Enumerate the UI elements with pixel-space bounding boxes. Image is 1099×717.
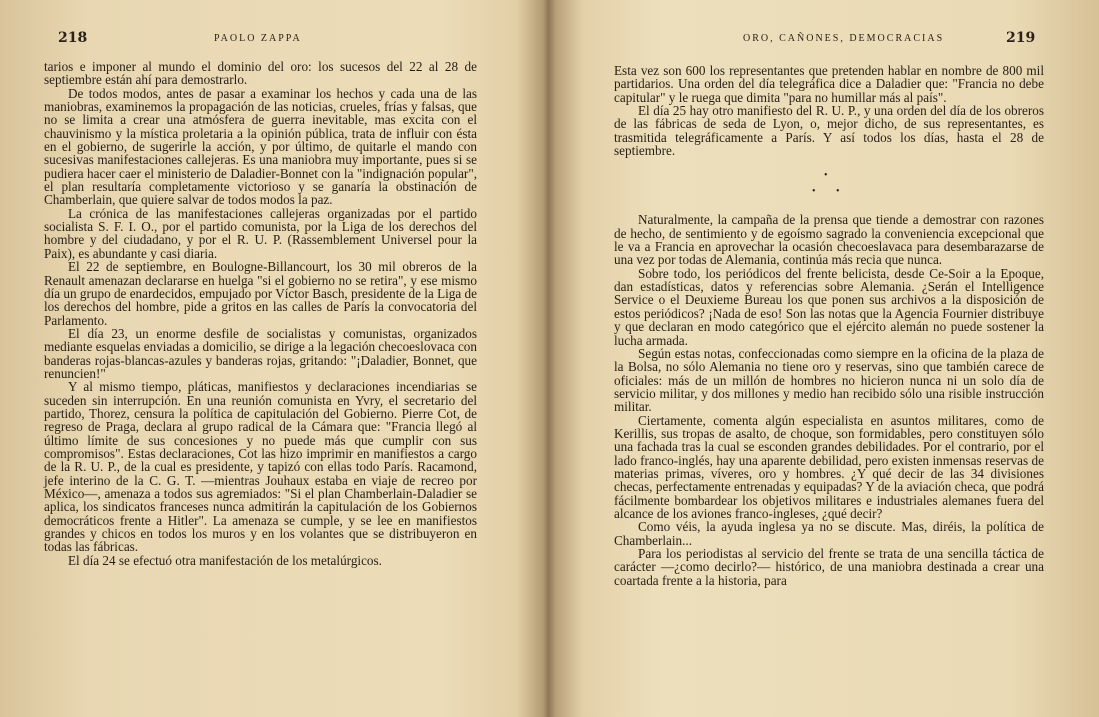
paragraph: Ciertamente, comenta algún especialista en asuntos militares, como de Kerillis, sus tropas de asalto, de choque, son formidables, pero constituyen sólo una fachada tras la cual se esconden grandes debilidades. Por el contrario, por el lado franco-inglés, hay una aparente debilidad, pero existen inmensas reservas de materias primas, víveres, oro y hombres. ¿Y qué decir de las 34 divisiones checas, perfectamente entrenadas y equipadas? Y de la aviación checa, que podrá fácilmente bombardear los objetivos militares e industriales alemanes fuera del alcance de los aviones franco-ingleses, ¿qué decir? [614, 412, 1044, 521]
paragraph: tarios e imponer al mundo el dominio del oro: los sucesos del 22 al 28 de septiembre están ahí para demostrarlo. [44, 59, 477, 88]
paragraph: Esta vez son 600 los representantes que pretenden hablar en nombre de 800 mil partidarios. Una orden del día telegráfica dice a Daladier que: "Francia no debe capitular" y le ruega que dimita "para no humillar más al país". [614, 63, 1044, 105]
paragraph: Sobre todo, los periódicos del frente belicista, desde Ce-Soir a la Epoque, dan estadísticas, datos y referencias sobre Alemania. ¿Serán el Intelligence Service o el Deuxieme Bureau los que ponen sus archivos a la disposición de estos periódicos? ¡Nada de eso! Son las notas que la Agencia Fournier distribuye y que declaran en modo categórico que el ejército alemán no puede sostener la lucha armada. [614, 265, 1044, 348]
paragraph: Y al mismo tiempo, pláticas, manifiestos y declaraciones incendiarias se suceden sin interrupción. En una reunión comunista en Yvry, el secretario del partido, Thorez, censura la política de capitulación del Gobierno. Pierre Cot, de regreso de Praga, declara al grupo radical de la Cámara que: "Francia llegó al último límite de sus concesiones y no puede más que cumplir con sus compromisos". Estas declaraciones, Cot las hizo imprimir en manifiestos a cargo de la R. U. P., de la cual es presidente, y tapizó con ellas todo París. Racamond, jefe interino de la C. G. T. —mientras Jouhaux estaba en viaje de recreo por México—, amenaza a todos sus agremiados: "Si el plan Chamberlain-Daladier se aplica, los sindicatos franceses nunca admitirán la capitulación de los Gobiernos democráticos frente a Hitler". La amenaza se cumple, y se lee en manifiestos grandes y chicos en todos los muros y en los volantes que se distribuyeron en todas las fábricas. [44, 379, 477, 555]
page-number: 219 [1006, 30, 1036, 46]
paragraph: El día 23, un enorme desfile de socialistas y comunistas, organizados mediante esquelas enviadas a domicilio, se dirige a la legación checoeslovaca con banderas rojas-blancas-azules y banderas rojas, gritando: "¡Daladier, Bonnet, que renuncien!" [44, 325, 477, 381]
running-head: ORO, CAÑONES, DEMOCRACIAS [743, 33, 945, 44]
left-page [0, 0, 540, 717]
page-number: 218 [58, 30, 88, 46]
paragraph: El día 25 hay otro manifiesto del R. U. P., y una orden del día de los obreros de las fábricas de seda de Lyon, o, mejor dicho, de sus representantes, es trasmitida telegráficamente a París. Y así todos los días, hasta el 28 de septiembre. [614, 103, 1044, 159]
paragraph: De todos modos, antes de pasar a examinar los hechos y cada una de las maniobras, examinemos la propagación de las noticias, crueles, frías y falsas, que no se limita a crear una atmósfera de guerra inevitable, mas excita con el chauvinismo y la mística proletaria a la opinión pública, trata de influir con ésta en el gobierno, de sugerirle la acción, y por último, de quitarle el mando con sucesivas manifestaciones callejeras. Es una maniobra muy importante, pues si se pudiera hacer caer el ministerio de Daladier-Bonnet con la "indignación popular", el plan resultaría completamente victorioso y se ganaría la obstinación de Chamberlain, que quiere salvar de todos modos la paz. [44, 85, 477, 208]
asterism-dot: • [812, 186, 816, 198]
running-head: PAOLO ZAPPA [214, 33, 302, 44]
body-text [44, 60, 477, 567]
asterism-dot: • [836, 186, 840, 198]
paragraph: Para los periodistas al servicio del frente se trata de una sencilla táctica de carácter —¿como decirlo?— histórico, de una maniobra destinada a crear una coartada frente a la historia, para [614, 546, 1044, 588]
paragraph: El día 24 se efectuó otra manifestación de los metalúrgicos. [68, 552, 382, 568]
paragraph: Como véis, la ayuda inglesa ya no se discute. Mas, diréis, la política de Chamberlain... [614, 519, 1044, 548]
body-text [614, 64, 1044, 587]
paragraph: Según estas notas, confeccionadas como siempre en la oficina de la plaza de la Bolsa, no sólo Alemania no tiene oro y reservas, sino que también carece de oficiales: más de un millón de hombres no hicieron nunca ni un solo día de servicio militar, y dos millones y medio han recibido sólo una risible instrucción militar. [614, 345, 1044, 415]
paragraph: El 22 de septiembre, en Boulogne-Billancourt, los 30 mil obreros de la Renault amenazan declararse en huelga "si el gobierno no se retira", y ese mismo día un grupo de enardecidos, empujado por Víctor Basch, presidente de la Liga de los derechos del hombre, pide a gritos en las calles de París la convocatoria del Parlamento. [44, 259, 477, 328]
section-break [614, 161, 1044, 213]
asterism-dot: • [824, 170, 828, 182]
right-page [548, 0, 1099, 717]
paragraph: La crónica de las manifestaciones callejeras organizadas por el partido socialista S. F. I. O., por el partido comunista, por la Liga de los derechos del hombre y del ciudadano, y por el R. U. P. (Rassemblement Universel pour la Paix), es abundante y casi diaria. [44, 205, 477, 261]
paragraph: Naturalmente, la campaña de la prensa que tiende a demostrar con razones de hecho, de sentimiento y de egoísmo sagrado la conveniencia excepcional que le va a Francia en aprovechar la ocasión checoeslavaca para desembarazarse de una vez por todas de Alemania, continúa más recia que nunca. [614, 212, 1044, 268]
